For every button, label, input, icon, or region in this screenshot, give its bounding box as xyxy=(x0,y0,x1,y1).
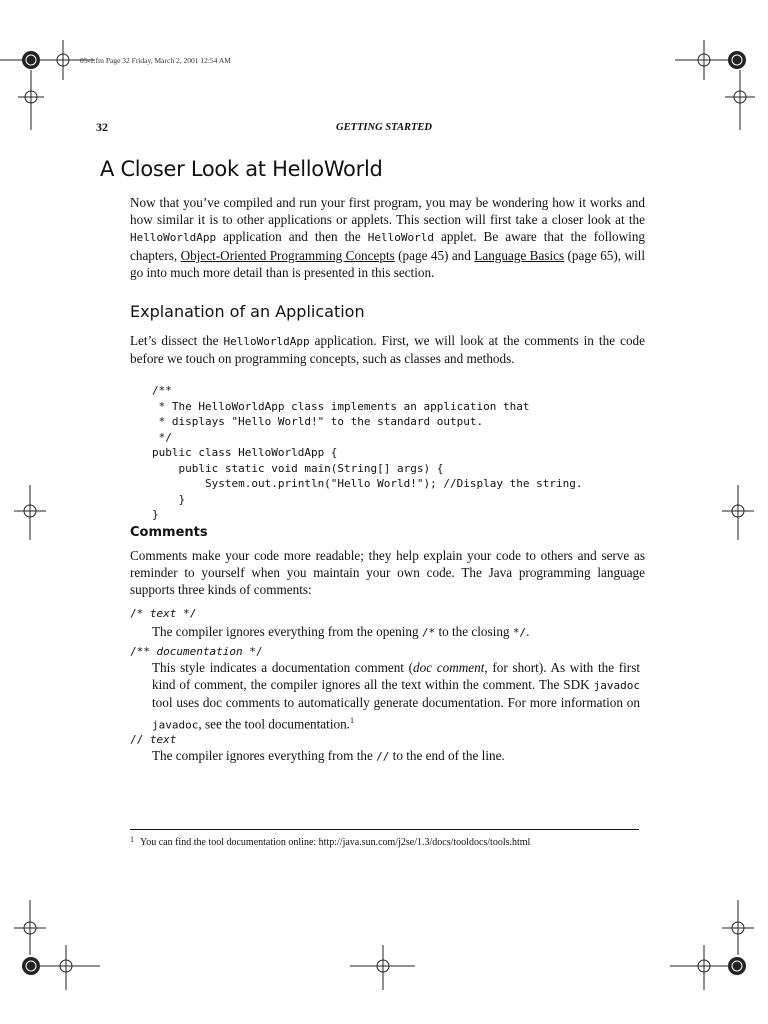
comment-kind-block-desc: The compiler ignores everything from the opening /* to the closing */. xyxy=(152,624,530,639)
section-paragraph: Let’s dissect the HelloWorldApp application. First, we will look at the comments in the code before we touch on programming concepts, such as classes and methods. xyxy=(130,333,645,367)
link-language-basics[interactable]: Language Basics xyxy=(474,247,565,263)
footnote-text: You can find the tool documentation online: http://java.sun.com/j2se/1.3/docs/tooldocs/tools.html xyxy=(140,837,531,848)
code-line: } xyxy=(152,492,186,506)
comment-kind-line-desc: The compiler ignores everything from the // to the end of the line. xyxy=(152,748,505,763)
comment-kind-block: /* text */ xyxy=(130,607,197,620)
intro-paragraph: Now that you’ve compiled and run your first program, you may be wondering how it works and how similar it is to other applications or applets. This section will first take a closer look at the HelloWorldApp application and then the HelloWorld applet. Be aware that the following chapters, Object-Oriented Programming Concepts (page 45) and Language Basics (page 65), will go into much more detail than is presented in this section. xyxy=(130,195,646,280)
code-line: */ xyxy=(152,430,172,444)
running-head: GETTING STARTED xyxy=(336,122,432,133)
footnote-ref[interactable]: 1 xyxy=(349,715,354,725)
code-line: /** xyxy=(152,384,172,397)
link-oop-concepts[interactable]: Object-Oriented Programming Concepts xyxy=(180,247,395,263)
code-line: * The HelloWorldApp class implements an application that xyxy=(152,399,530,413)
code-line: public class HelloWorldApp { xyxy=(152,446,338,459)
footnote-marker: 1 xyxy=(130,835,134,844)
comment-kind-doc: /** documentation */ xyxy=(130,645,263,658)
comment-kind-line: // text xyxy=(130,733,177,746)
footnote xyxy=(130,835,530,848)
code-line: public static void main(String[] args) { xyxy=(152,461,444,475)
page-number: 32 xyxy=(96,120,108,134)
comment-kind-doc-desc: This style indicates a documentation comment (doc comment, for short). As with the first kind of comment, the compiler ignores all the text within the comment. The SDK javadoc tool uses doc comments to automatically generate documentation. For more information on javadoc, see the tool documentation.$^1$ xyxy=(152,660,640,731)
code-line: System.out.println("Hello World!"); //Display the string. xyxy=(152,477,583,490)
code-line: } xyxy=(152,508,159,521)
footnote-rule xyxy=(130,829,639,830)
inline-code: HelloWorldApp xyxy=(130,231,217,245)
file-slug: 05-1.fm Page 32 Friday, March 2, 2001 12:54 AM xyxy=(80,56,231,65)
inline-code: HelloWorldApp xyxy=(223,335,310,348)
code-line: * displays "Hello World!" to the standard output. xyxy=(152,415,484,428)
comments-heading: Comments xyxy=(130,525,208,540)
section-heading: Explanation of an Application xyxy=(130,302,365,321)
page-title: A Closer Look at HelloWorld xyxy=(100,157,383,181)
inline-code: HelloWorld xyxy=(367,231,434,245)
code-listing xyxy=(152,383,582,523)
comments-paragraph: Comments make your code more readable; they help explain your code to others and serve as reminder to yourself when you maintain your own code. The Java programming language supports three kinds of comments: xyxy=(130,548,645,598)
